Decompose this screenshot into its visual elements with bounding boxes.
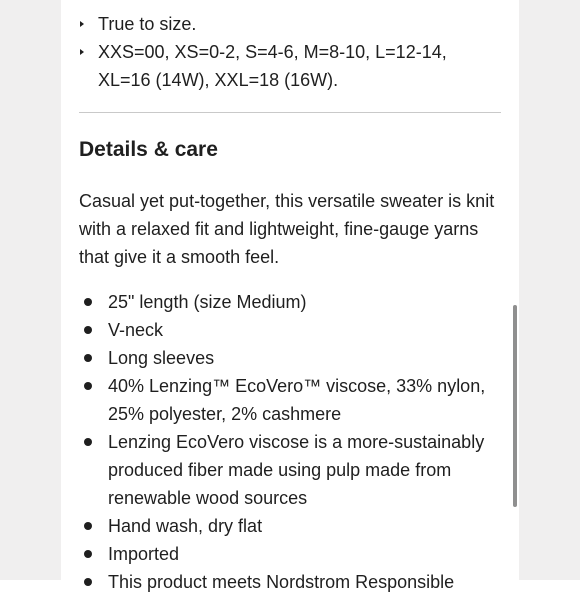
section-divider bbox=[79, 112, 501, 113]
list-item bbox=[79, 568, 501, 596]
detail-item-text: V-neck bbox=[108, 320, 164, 340]
triangle-bullet-icon bbox=[80, 49, 84, 55]
detail-item-text: Long sleeves bbox=[108, 348, 215, 368]
detail-item-text: Imported bbox=[108, 544, 180, 564]
bullet-dot-icon bbox=[84, 578, 92, 586]
fit-item-text: XXS=00, XS=0-2, S=4-6, M=8-10, L=12-14, XL=16 (14W), XXL=18 (16W). bbox=[98, 42, 447, 90]
details-care-heading: Details & care bbox=[79, 138, 218, 161]
bullet-dot-icon bbox=[84, 382, 92, 390]
detail-item-text: This product meets Nordstrom Responsible bbox=[108, 572, 455, 592]
list-item bbox=[79, 372, 501, 428]
fit-list bbox=[79, 10, 501, 94]
product-description: Casual yet put-together, this versatile sweater is knit with a relaxed fit and lightweight, fine-gauge yarns that give it a smooth feel. bbox=[79, 191, 495, 267]
list-item bbox=[79, 428, 501, 512]
list-item bbox=[79, 316, 501, 344]
list-item bbox=[79, 288, 501, 316]
list-item bbox=[79, 540, 501, 568]
list-item bbox=[79, 10, 501, 38]
bullet-dot-icon bbox=[84, 354, 92, 362]
fit-item-text: True to size. bbox=[98, 14, 197, 34]
left-gutter bbox=[0, 0, 61, 580]
bullet-dot-icon bbox=[84, 298, 92, 306]
product-details-content bbox=[79, 10, 501, 596]
bullet-dot-icon bbox=[84, 326, 92, 334]
list-item bbox=[79, 38, 501, 94]
bullet-dot-icon bbox=[84, 550, 92, 558]
list-item bbox=[79, 512, 501, 540]
details-list bbox=[79, 288, 501, 596]
bullet-dot-icon bbox=[84, 438, 92, 446]
list-item bbox=[79, 344, 501, 372]
right-gutter bbox=[519, 0, 580, 580]
detail-item-text: Hand wash, dry flat bbox=[108, 516, 263, 536]
detail-item-text: 40% Lenzing™ EcoVero™ viscose, 33% nylon, 25% polyester, 2% cashmere bbox=[108, 376, 486, 424]
triangle-bullet-icon bbox=[80, 21, 84, 27]
bullet-dot-icon bbox=[84, 522, 92, 530]
product-details-panel bbox=[61, 0, 519, 592]
scrollbar[interactable] bbox=[512, 0, 519, 580]
detail-item-text: Lenzing EcoVero viscose is a more-sustainably produced fiber made using pulp made from renewable wood sources bbox=[108, 432, 485, 508]
detail-item-text: 25" length (size Medium) bbox=[108, 292, 307, 312]
scrollbar-thumb[interactable] bbox=[513, 305, 517, 507]
